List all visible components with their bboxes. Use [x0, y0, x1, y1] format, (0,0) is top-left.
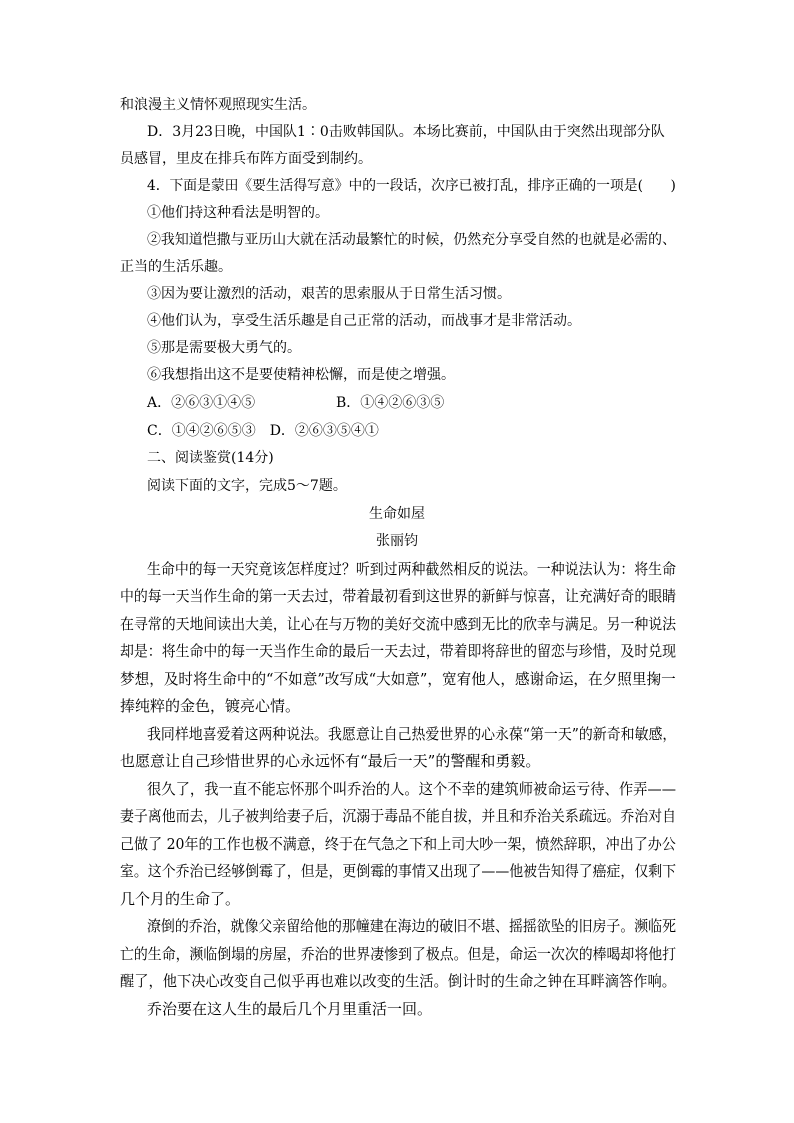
- option-d-line: D．3月23日晚，中国队1∶0击败韩国队。本场比赛前，中国队由于突然出现部分队: [147, 124, 665, 140]
- passage-line: 中的每一天当作生命的第一天去过，带着最初看到这世界的新鲜与惊喜，让充满好奇的眼睛: [120, 587, 677, 605]
- text-line: 和浪漫主义情怀观照现实生活。: [120, 97, 316, 113]
- passage-line: 很久了，我一直不能忘怀那个叫乔治的人。这个不幸的建筑师被命运亏待、作弄——: [147, 780, 677, 798]
- passage-line: 也愿意让自己珍惜世界的心永远怀有“最后一天”的警醒和勇毅。: [120, 752, 541, 770]
- passage-line: 乔治要在这人生的最后几个月里重活一回。: [147, 1000, 433, 1018]
- option-d-line: 员感冒，里皮在排兵布阵方面受到制约。: [120, 151, 372, 167]
- question-4-stem: 4．下面是蒙田《要生活得写意》中的一段话，次序已被打乱，排序正确的一项是( ): [147, 178, 676, 194]
- passage-line: 妻子离他而去，儿子被判给妻子后，沉溺于毒品不能自拔，并且和乔治关系疏远。乔治对自: [120, 807, 677, 825]
- sentence-5: ⑤那是需要极大勇气的。: [147, 340, 301, 356]
- sentence-2-cont: 正当的生活乐趣。: [120, 259, 232, 275]
- passage-line: 己做了 20年的工作也极不满意，终于在气急之下和上司大吵一架，愤然辞职，冲出了办公: [120, 835, 676, 853]
- passage-line: 却是：将生命中的每一天当作生命的最后一天去过，带着即将辞世的留恋与珍惜，及时兑现: [120, 642, 677, 660]
- sentence-4: ④他们认为，享受生活乐趣是自己正常的活动，而战事才是非常活动。: [147, 313, 581, 329]
- passage-line: 几个月的生命了。: [120, 890, 241, 908]
- passage-line: 在寻常的天地间读出大美，让心在与万物的美好交流中感到无比的欣幸与满足。另一种说法: [120, 615, 677, 633]
- sentence-3: ③因为要让激烈的活动，艰苦的思索服从于日常生活习惯。: [147, 286, 511, 302]
- option-a: A．②⑥③①④⑤: [147, 395, 256, 411]
- reading-instruction: 阅读下面的文字，完成5～7题。: [147, 478, 347, 494]
- passage-line: 室。这个乔治已经够倒霉了，但是，更倒霉的事情又出现了——他被告知得了癌症，仅剩下: [120, 862, 677, 880]
- passage-line: 捧纯粹的金色，镀亮心情。: [120, 697, 301, 715]
- sentence-6: ⑥我想指出这不是要使精神松懈，而是使之增强。: [147, 367, 455, 383]
- passage-author: 张丽钧: [376, 533, 418, 549]
- sentence-2: ②我知道恺撒与亚历山大就在活动最繁忙的时候，仍然充分享受自然的也就是必需的、: [147, 232, 677, 248]
- passage-line: 醒了，他下决心改变自己似乎再也难以改变的生活。倒计时的生命之钟在耳畔滴答作响。: [120, 972, 676, 990]
- section-heading: 二、阅读鉴赏(14分): [147, 450, 274, 466]
- option-c-d: C．①④②⑥⑤③ D．②⑥③⑤④①: [147, 423, 379, 439]
- passage-line: 我同样地喜爱着这两种说法。我愿意让自己热爱世界的心永葆“第一天”的新奇和敏感，: [147, 725, 677, 743]
- passage-line: 亡的生命，濒临倒塌的房屋，乔治的世界凄惨到了极点。但是，命运一次次的棒喝却将他打: [120, 945, 677, 963]
- passage-line: 生命中的每一天究竟该怎样度过？听到过两种截然相反的说法。一种说法认为：将生命: [147, 560, 677, 578]
- sentence-1: ①他们持这种看法是明智的。: [147, 205, 329, 221]
- passage-title: 生命如屋: [369, 506, 425, 522]
- option-b: B．①④②⑥③⑤: [336, 395, 445, 411]
- passage-line: 潦倒的乔治，就像父亲留给他的那幢建在海边的破旧不堪、摇摇欲坠的旧房子。濒临死: [147, 917, 677, 935]
- passage-line: 梦想，及时将生命中的“不如意”改写成“大如意”，宽宥他人，感谢命运，在夕照里掬一: [120, 670, 676, 688]
